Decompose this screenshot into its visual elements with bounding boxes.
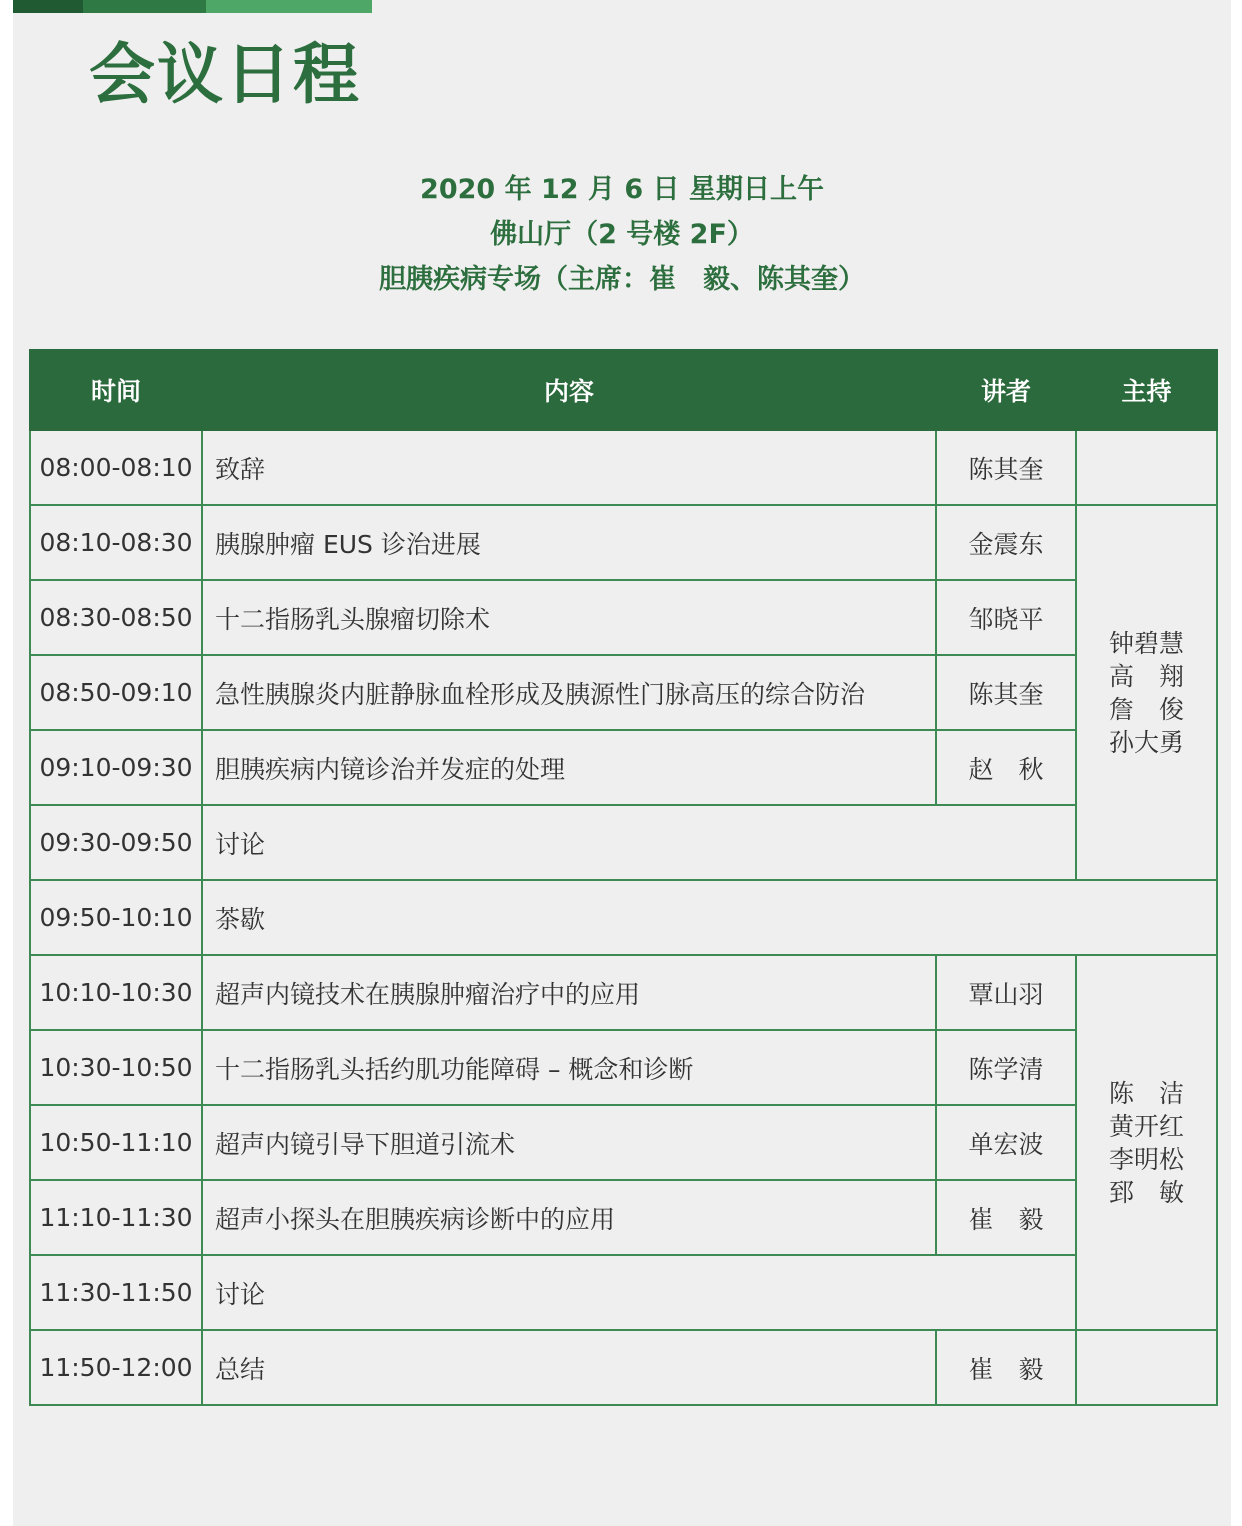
top-accent-bar [13, 0, 372, 13]
host-cell-empty [1076, 430, 1217, 505]
content-cell: 讨论 [202, 805, 1076, 880]
host-name: 郅 敏 [1108, 1177, 1184, 1207]
speaker-cell: 赵 秋 [936, 730, 1076, 805]
speaker-cell: 陈学清 [936, 1030, 1076, 1105]
host-name: 高 翔 [1108, 661, 1184, 691]
content-cell: 超声小探头在胆胰疾病诊断中的应用 [202, 1180, 936, 1255]
host-name: 孙大勇 [1108, 727, 1184, 757]
time-cell: 08:30-08:50 [30, 580, 202, 655]
table-row [30, 505, 1217, 580]
table-row [30, 880, 1217, 955]
time-cell: 09:50-10:10 [30, 880, 202, 955]
content-cell: 十二指肠乳头括约肌功能障碍 – 概念和诊断 [202, 1030, 936, 1105]
column-header-time: 时间 [30, 350, 202, 430]
schedule-table [29, 349, 1218, 1406]
table-row [30, 655, 1217, 730]
content-cell: 十二指肠乳头腺瘤切除术 [202, 580, 936, 655]
table-row [30, 1105, 1217, 1180]
table-row [30, 730, 1217, 805]
time-cell: 11:50-12:00 [30, 1330, 202, 1405]
content-cell: 茶歇 [202, 880, 1217, 955]
speaker-cell: 覃山羽 [936, 955, 1076, 1030]
host-name: 李明松 [1108, 1144, 1184, 1174]
time-cell: 09:30-09:50 [30, 805, 202, 880]
session-line: 胆胰疾病专场（主席：崔 毅、陈其奎） [379, 264, 865, 295]
content-cell: 超声内镜引导下胆道引流术 [202, 1105, 936, 1180]
column-header-host: 主持 [1076, 350, 1217, 430]
host-cell-group2 [1076, 955, 1217, 1330]
speaker-cell: 崔 毅 [936, 1180, 1076, 1255]
speaker-cell: 单宏波 [936, 1105, 1076, 1180]
table-row [30, 955, 1217, 1030]
host-name: 陈 洁 [1108, 1078, 1184, 1108]
table-row [30, 430, 1217, 505]
time-cell: 09:10-09:30 [30, 730, 202, 805]
content-cell: 总结 [202, 1330, 936, 1405]
host-cell-empty [1076, 1330, 1217, 1405]
content-cell: 胰腺肿瘤 EUS 诊治进展 [202, 505, 936, 580]
page [13, 0, 1231, 1526]
table-row [30, 1180, 1217, 1255]
speaker-cell: 邹晓平 [936, 580, 1076, 655]
table-row [30, 805, 1217, 880]
table-header-row [30, 350, 1217, 430]
speaker-cell: 陈其奎 [936, 655, 1076, 730]
time-cell: 10:10-10:30 [30, 955, 202, 1030]
content-cell: 致辞 [202, 430, 936, 505]
time-cell: 11:30-11:50 [30, 1255, 202, 1330]
host-name: 詹 俊 [1108, 694, 1184, 724]
table-row [30, 1030, 1217, 1105]
speaker-cell: 金震东 [936, 505, 1076, 580]
time-cell: 10:30-10:50 [30, 1030, 202, 1105]
time-cell: 08:10-08:30 [30, 505, 202, 580]
host-name: 钟碧慧 [1108, 628, 1184, 658]
table-row [30, 1330, 1217, 1405]
date-line: 2020 年 12 月 6 日 星期日上午 [420, 174, 824, 205]
page-title: 会议日程 [89, 36, 361, 113]
speaker-cell: 陈其奎 [936, 430, 1076, 505]
speaker-cell: 崔 毅 [936, 1330, 1076, 1405]
table-row [30, 1255, 1217, 1330]
time-cell: 08:50-09:10 [30, 655, 202, 730]
host-cell-group1 [1076, 505, 1217, 880]
time-cell: 08:00-08:10 [30, 430, 202, 505]
content-cell: 超声内镜技术在胰腺肿瘤治疗中的应用 [202, 955, 936, 1030]
time-cell: 11:10-11:30 [30, 1180, 202, 1255]
column-header-speaker: 讲者 [936, 350, 1076, 430]
content-cell: 胆胰疾病内镜诊治并发症的处理 [202, 730, 936, 805]
venue-line: 佛山厅（2 号楼 2F） [490, 219, 754, 250]
host-name: 黄开红 [1108, 1111, 1184, 1141]
time-cell: 10:50-11:10 [30, 1105, 202, 1180]
content-cell: 急性胰腺炎内脏静脉血栓形成及胰源性门脉高压的综合防治 [202, 655, 936, 730]
content-cell: 讨论 [202, 1255, 1076, 1330]
table-row [30, 580, 1217, 655]
column-header-content: 内容 [202, 350, 936, 430]
